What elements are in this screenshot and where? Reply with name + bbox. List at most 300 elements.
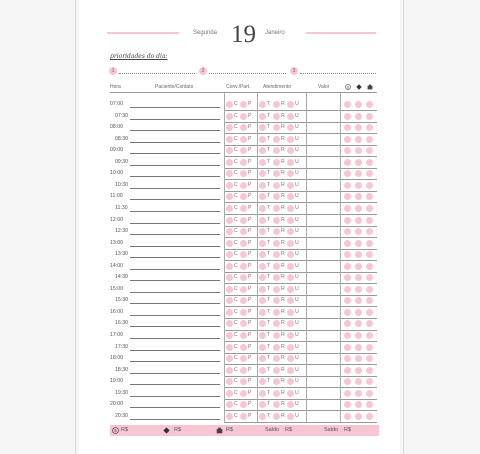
schedule-row <box>79 99 400 111</box>
slot-r-toggle[interactable] <box>273 332 280 339</box>
slot-u-toggle[interactable] <box>287 286 294 293</box>
slot-c-toggle[interactable] <box>226 113 233 120</box>
slot-t-toggle[interactable] <box>259 101 266 108</box>
time-label: 16:00 <box>110 308 123 315</box>
slot-c-toggle[interactable] <box>226 217 233 224</box>
slot-u-toggle[interactable] <box>287 228 294 235</box>
slot-t-toggle[interactable] <box>259 240 266 247</box>
slot-c-toggle[interactable] <box>226 413 233 420</box>
payment-dot-2[interactable] <box>355 320 362 327</box>
slot-c-toggle[interactable] <box>226 205 233 212</box>
slot-u-toggle[interactable] <box>287 274 294 281</box>
slot-u-toggle[interactable] <box>287 320 294 327</box>
slot-t-toggle[interactable] <box>259 344 266 351</box>
slot-r-toggle[interactable] <box>273 240 280 247</box>
slot-p-toggle[interactable] <box>240 217 247 224</box>
slot-label: T <box>267 274 271 281</box>
payment-dot-2[interactable] <box>355 413 362 420</box>
slot-u-toggle[interactable] <box>287 136 294 143</box>
slot-r-toggle[interactable] <box>273 263 280 270</box>
patient-field[interactable] <box>130 280 220 281</box>
slot-c-toggle[interactable] <box>226 228 233 235</box>
slot-u-toggle[interactable] <box>287 344 294 351</box>
payment-dot-3[interactable] <box>366 297 373 304</box>
patient-field[interactable] <box>130 315 220 316</box>
slot-p-toggle[interactable] <box>240 251 247 258</box>
slot-r-toggle[interactable] <box>273 274 280 281</box>
slot-c-toggle[interactable] <box>226 193 233 200</box>
slot-t-toggle[interactable] <box>259 390 266 397</box>
schedule-row <box>79 215 400 227</box>
slot-r-toggle[interactable] <box>273 136 280 143</box>
slot-p-toggle[interactable] <box>240 124 247 131</box>
payment-dot-1[interactable] <box>344 159 351 166</box>
slot-t-toggle[interactable] <box>259 286 266 293</box>
slot-t-toggle[interactable] <box>259 228 266 235</box>
payment-dot-3[interactable] <box>366 170 373 177</box>
payment-dot-2[interactable] <box>355 159 362 166</box>
patient-field[interactable] <box>130 303 220 304</box>
slot-t-toggle[interactable] <box>259 147 266 154</box>
slot-u-toggle[interactable] <box>287 182 294 189</box>
slot-u-toggle[interactable] <box>287 297 294 304</box>
slot-p-toggle[interactable] <box>240 193 247 200</box>
slot-p-toggle[interactable] <box>240 159 247 166</box>
slot-c-toggle[interactable] <box>226 355 233 362</box>
payment-dot-3[interactable] <box>366 101 373 108</box>
time-label: 20:30 <box>115 412 128 419</box>
schedule-row <box>79 157 400 169</box>
payment-dot-1[interactable] <box>344 170 351 177</box>
payment-dot-1[interactable] <box>344 136 351 143</box>
footer-saldo2-cur: R$ <box>344 427 352 433</box>
payment-dot-2[interactable] <box>355 286 362 293</box>
schedule-row <box>79 122 400 134</box>
payment-dot-1[interactable] <box>344 401 351 408</box>
slot-t-toggle[interactable] <box>259 401 266 408</box>
payment-dot-1[interactable] <box>344 182 351 189</box>
slot-t-toggle[interactable] <box>259 193 266 200</box>
slot-u-toggle[interactable] <box>287 170 294 177</box>
payment-dot-1[interactable] <box>344 205 351 212</box>
slot-c-toggle[interactable] <box>226 286 233 293</box>
slot-t-toggle[interactable] <box>259 113 266 120</box>
slot-t-toggle[interactable] <box>259 309 266 316</box>
payment-dot-1[interactable] <box>344 147 351 154</box>
payment-dot-1[interactable] <box>344 390 351 397</box>
patient-field[interactable] <box>130 419 220 420</box>
slot-u-toggle[interactable] <box>287 401 294 408</box>
slot-c-toggle[interactable] <box>226 263 233 270</box>
slot-label: P <box>248 112 252 119</box>
slot-t-toggle[interactable] <box>259 413 266 420</box>
payment-dot-3[interactable] <box>366 251 373 258</box>
payment-dot-2[interactable] <box>355 193 362 200</box>
slot-label: R <box>281 170 285 177</box>
priorities-title: prioridades do dia: <box>110 53 168 60</box>
slot-label: R <box>281 193 285 200</box>
slot-c-toggle[interactable] <box>226 378 233 385</box>
patient-field[interactable] <box>130 396 220 397</box>
slot-r-toggle[interactable] <box>273 159 280 166</box>
slot-c-toggle[interactable] <box>226 309 233 316</box>
slot-r-toggle[interactable] <box>273 286 280 293</box>
payment-dot-3[interactable] <box>366 136 373 143</box>
slot-t-toggle[interactable] <box>259 170 266 177</box>
slot-label: T <box>267 124 271 131</box>
slot-r-toggle[interactable] <box>273 390 280 397</box>
slot-c-toggle[interactable] <box>226 147 233 154</box>
payment-dot-1[interactable] <box>344 355 351 362</box>
slot-u-toggle[interactable] <box>287 263 294 270</box>
slot-p-toggle[interactable] <box>240 182 247 189</box>
slot-p-toggle[interactable] <box>240 367 247 374</box>
slot-p-toggle[interactable] <box>240 401 247 408</box>
slot-u-toggle[interactable] <box>287 113 294 120</box>
slot-c-toggle[interactable] <box>226 332 233 339</box>
slot-t-toggle[interactable] <box>259 251 266 258</box>
slot-r-toggle[interactable] <box>273 113 280 120</box>
patient-field[interactable] <box>130 142 220 143</box>
patient-field[interactable] <box>130 199 220 200</box>
priority-3-field[interactable] <box>300 73 376 74</box>
slot-t-toggle[interactable] <box>259 332 266 339</box>
priority-1-field[interactable] <box>119 73 195 74</box>
slot-t-toggle[interactable] <box>259 320 266 327</box>
payment-dot-2[interactable] <box>355 297 362 304</box>
patient-field[interactable] <box>130 165 220 166</box>
slot-c-toggle[interactable] <box>226 101 233 108</box>
slot-label: C <box>234 297 238 304</box>
slot-t-toggle[interactable] <box>259 182 266 189</box>
schedule-row <box>79 203 400 215</box>
payment-dot-3[interactable] <box>366 217 373 224</box>
payment-dot-1[interactable] <box>344 320 351 327</box>
payment-dot-2[interactable] <box>355 136 362 143</box>
payment-dot-1[interactable] <box>344 332 351 339</box>
payment-dot-3[interactable] <box>366 182 373 189</box>
slot-r-toggle[interactable] <box>273 355 280 362</box>
slot-label: C <box>234 332 238 338</box>
payment-dot-1[interactable] <box>344 124 351 131</box>
svg-text:$: $ <box>346 84 350 90</box>
slot-r-toggle[interactable] <box>273 309 280 316</box>
payment-dot-2[interactable] <box>355 344 362 351</box>
payment-dot-2[interactable] <box>355 101 362 108</box>
slot-t-toggle[interactable] <box>259 355 266 362</box>
payment-dot-2[interactable] <box>355 170 362 177</box>
payment-dot-2[interactable] <box>355 401 362 408</box>
slot-c-toggle[interactable] <box>226 240 233 247</box>
payment-dot-1[interactable] <box>344 251 351 258</box>
slot-c-toggle[interactable] <box>226 367 233 374</box>
patient-field[interactable] <box>130 107 220 108</box>
slot-p-toggle[interactable] <box>240 228 247 235</box>
slot-p-toggle[interactable] <box>240 170 247 177</box>
slot-p-toggle[interactable] <box>240 136 247 143</box>
payment-dot-1[interactable] <box>344 309 351 316</box>
payment-dot-3[interactable] <box>366 401 373 408</box>
payment-dot-2[interactable] <box>355 217 362 224</box>
slot-p-toggle[interactable] <box>240 286 247 293</box>
slot-c-toggle[interactable] <box>226 182 233 189</box>
slot-u-toggle[interactable] <box>287 205 294 212</box>
payment-dot-2[interactable] <box>355 147 362 154</box>
payment-dot-3[interactable] <box>366 309 373 316</box>
payment-dot-1[interactable] <box>344 217 351 224</box>
payment-dot-3[interactable] <box>366 263 373 270</box>
payment-dot-3[interactable] <box>366 240 373 247</box>
slot-t-toggle[interactable] <box>259 263 266 270</box>
slot-c-toggle[interactable] <box>226 401 233 408</box>
slot-r-toggle[interactable] <box>273 401 280 408</box>
slot-c-toggle[interactable] <box>226 170 233 177</box>
payment-dot-2[interactable] <box>355 251 362 258</box>
slot-t-toggle[interactable] <box>259 124 266 131</box>
slot-r-toggle[interactable] <box>273 124 280 131</box>
payment-dot-3[interactable] <box>366 147 373 154</box>
payment-dot-1[interactable] <box>344 113 351 120</box>
slot-p-toggle[interactable] <box>240 113 247 120</box>
slot-r-toggle[interactable] <box>273 378 280 385</box>
slot-r-toggle[interactable] <box>273 228 280 235</box>
slot-r-toggle[interactable] <box>273 367 280 374</box>
slot-r-toggle[interactable] <box>273 170 280 177</box>
payment-dot-3[interactable] <box>366 413 373 420</box>
slot-r-toggle[interactable] <box>273 413 280 420</box>
slot-p-toggle[interactable] <box>240 240 247 247</box>
footer-saldo1-label: Saldo <box>265 427 280 433</box>
patient-field[interactable] <box>130 130 220 131</box>
footer-cur1: R$ <box>121 427 129 433</box>
slot-p-toggle[interactable] <box>240 297 247 304</box>
slot-p-toggle[interactable] <box>240 344 247 351</box>
payment-dot-3[interactable] <box>366 344 373 351</box>
slot-p-toggle[interactable] <box>240 332 247 339</box>
slot-u-toggle[interactable] <box>287 147 294 154</box>
slot-u-toggle[interactable] <box>287 217 294 224</box>
payment-dot-3[interactable] <box>366 228 373 235</box>
patient-field[interactable] <box>130 326 220 327</box>
slot-p-toggle[interactable] <box>240 309 247 316</box>
schedule-row <box>79 376 400 388</box>
slot-c-toggle[interactable] <box>226 159 233 166</box>
slot-u-toggle[interactable] <box>287 193 294 200</box>
slot-c-toggle[interactable] <box>226 274 233 281</box>
slot-label: T <box>267 355 271 362</box>
slot-p-toggle[interactable] <box>240 205 247 212</box>
payment-dot-1[interactable] <box>344 240 351 247</box>
slot-u-toggle[interactable] <box>287 159 294 166</box>
patient-field[interactable] <box>130 384 220 385</box>
slot-t-toggle[interactable] <box>259 136 266 143</box>
payment-dot-2[interactable] <box>355 355 362 362</box>
diamond-icon <box>356 84 362 90</box>
payment-dot-1[interactable] <box>344 344 351 351</box>
slot-label: R <box>281 228 285 235</box>
patient-field[interactable] <box>130 292 220 293</box>
patient-field[interactable] <box>130 257 220 258</box>
slot-label: C <box>234 401 238 408</box>
slot-u-toggle[interactable] <box>287 332 294 339</box>
payment-dot-3[interactable] <box>366 378 373 385</box>
slot-r-toggle[interactable] <box>273 205 280 212</box>
payment-dot-3[interactable] <box>366 286 373 293</box>
payment-dot-2[interactable] <box>355 113 362 120</box>
slot-c-toggle[interactable] <box>226 124 233 131</box>
slot-u-toggle[interactable] <box>287 390 294 397</box>
slot-c-toggle[interactable] <box>226 320 233 327</box>
slot-label: T <box>267 262 271 269</box>
slot-label: P <box>248 135 252 142</box>
payment-dot-2[interactable] <box>355 378 362 385</box>
priority-2-field[interactable] <box>209 73 286 74</box>
payment-dot-3[interactable] <box>366 113 373 120</box>
payment-dot-3[interactable] <box>366 332 373 339</box>
slot-r-toggle[interactable] <box>273 297 280 304</box>
slot-r-toggle[interactable] <box>273 251 280 258</box>
payment-dot-3[interactable] <box>366 367 373 374</box>
payment-dot-3[interactable] <box>366 390 373 397</box>
payment-dot-2[interactable] <box>355 263 362 270</box>
payment-dot-1[interactable] <box>344 297 351 304</box>
patient-field[interactable] <box>130 407 220 408</box>
payment-dot-3[interactable] <box>366 274 373 281</box>
slot-p-toggle[interactable] <box>240 263 247 270</box>
payment-dot-1[interactable] <box>344 101 351 108</box>
slot-label: T <box>267 101 271 107</box>
payment-dot-2[interactable] <box>355 367 362 374</box>
payment-dot-2[interactable] <box>355 332 362 339</box>
payment-dot-1[interactable] <box>344 193 351 200</box>
patient-field[interactable] <box>130 188 220 189</box>
slot-u-toggle[interactable] <box>287 367 294 374</box>
patient-field[interactable] <box>130 234 220 235</box>
slot-r-toggle[interactable] <box>273 193 280 200</box>
slot-p-toggle[interactable] <box>240 101 247 108</box>
patient-field[interactable] <box>130 246 220 247</box>
slot-r-toggle[interactable] <box>273 344 280 351</box>
slot-u-toggle[interactable] <box>287 101 294 108</box>
slot-t-toggle[interactable] <box>259 378 266 385</box>
slot-p-toggle[interactable] <box>240 320 247 327</box>
slot-label: T <box>267 332 271 338</box>
slot-label: C <box>234 378 238 385</box>
slot-t-toggle[interactable] <box>259 159 266 166</box>
payment-dot-3[interactable] <box>366 124 373 131</box>
slot-c-toggle[interactable] <box>226 136 233 143</box>
slot-p-toggle[interactable] <box>240 147 247 154</box>
slot-r-toggle[interactable] <box>273 101 280 108</box>
slot-u-toggle[interactable] <box>287 240 294 247</box>
patient-field[interactable] <box>130 211 220 212</box>
slot-label: C <box>234 285 238 292</box>
payment-dot-2[interactable] <box>355 228 362 235</box>
slot-label: U <box>295 297 299 304</box>
slot-u-toggle[interactable] <box>287 378 294 385</box>
slot-t-toggle[interactable] <box>259 297 266 304</box>
slot-r-toggle[interactable] <box>273 182 280 189</box>
time-label: 12:30 <box>115 228 128 235</box>
slot-t-toggle[interactable] <box>259 274 266 281</box>
slot-label: U <box>295 216 299 223</box>
slot-t-toggle[interactable] <box>259 367 266 374</box>
payment-dot-1[interactable] <box>344 413 351 420</box>
slot-t-toggle[interactable] <box>259 205 266 212</box>
slot-label: T <box>267 308 271 315</box>
slot-p-toggle[interactable] <box>240 378 247 385</box>
payment-dot-2[interactable] <box>355 309 362 316</box>
patient-field[interactable] <box>130 338 220 339</box>
slot-r-toggle[interactable] <box>273 147 280 154</box>
payment-dot-2[interactable] <box>355 274 362 281</box>
slot-label: P <box>248 262 252 269</box>
slot-p-toggle[interactable] <box>240 390 247 397</box>
slot-c-toggle[interactable] <box>226 344 233 351</box>
slot-c-toggle[interactable] <box>226 251 233 258</box>
slot-p-toggle[interactable] <box>240 355 247 362</box>
patient-field[interactable] <box>130 361 220 362</box>
payment-dot-3[interactable] <box>366 355 373 362</box>
payment-dot-1[interactable] <box>344 274 351 281</box>
slot-p-toggle[interactable] <box>240 274 247 281</box>
patient-field[interactable] <box>130 153 220 154</box>
payment-dot-1[interactable] <box>344 286 351 293</box>
payment-dot-2[interactable] <box>355 205 362 212</box>
payment-dot-1[interactable] <box>344 228 351 235</box>
payment-dot-2[interactable] <box>355 124 362 131</box>
payment-dot-2[interactable] <box>355 390 362 397</box>
slot-t-toggle[interactable] <box>259 217 266 224</box>
payment-dot-2[interactable] <box>355 240 362 247</box>
slot-u-toggle[interactable] <box>287 309 294 316</box>
patient-field[interactable] <box>130 269 220 270</box>
slot-p-toggle[interactable] <box>240 413 247 420</box>
patient-field[interactable] <box>130 373 220 374</box>
slot-label: C <box>234 412 238 419</box>
patient-field[interactable] <box>130 119 220 120</box>
slot-c-toggle[interactable] <box>226 297 233 304</box>
time-label: 09:30 <box>115 158 128 165</box>
slot-label: P <box>248 170 252 177</box>
patient-field[interactable] <box>130 176 220 177</box>
slot-u-toggle[interactable] <box>287 355 294 362</box>
footer-bar <box>110 425 379 436</box>
slot-c-toggle[interactable] <box>226 390 233 397</box>
slot-u-toggle[interactable] <box>287 413 294 420</box>
slot-label: R <box>281 332 285 338</box>
slot-label: R <box>281 204 285 211</box>
slot-u-toggle[interactable] <box>287 251 294 258</box>
slot-r-toggle[interactable] <box>273 320 280 327</box>
time-label: 08:00 <box>110 124 123 131</box>
slot-r-toggle[interactable] <box>273 217 280 224</box>
slot-label: C <box>234 274 238 281</box>
payment-dot-1[interactable] <box>344 367 351 374</box>
payment-dot-3[interactable] <box>366 159 373 166</box>
patient-field[interactable] <box>130 223 220 224</box>
payment-dot-1[interactable] <box>344 263 351 270</box>
payment-dot-2[interactable] <box>355 182 362 189</box>
payment-dot-1[interactable] <box>344 378 351 385</box>
slot-u-toggle[interactable] <box>287 124 294 131</box>
patient-field[interactable] <box>130 350 220 351</box>
payment-dot-3[interactable] <box>366 205 373 212</box>
payment-dot-3[interactable] <box>366 193 373 200</box>
column-valor: Valor <box>318 84 330 90</box>
payment-dot-3[interactable] <box>366 320 373 327</box>
time-label: 18:00 <box>110 355 123 362</box>
